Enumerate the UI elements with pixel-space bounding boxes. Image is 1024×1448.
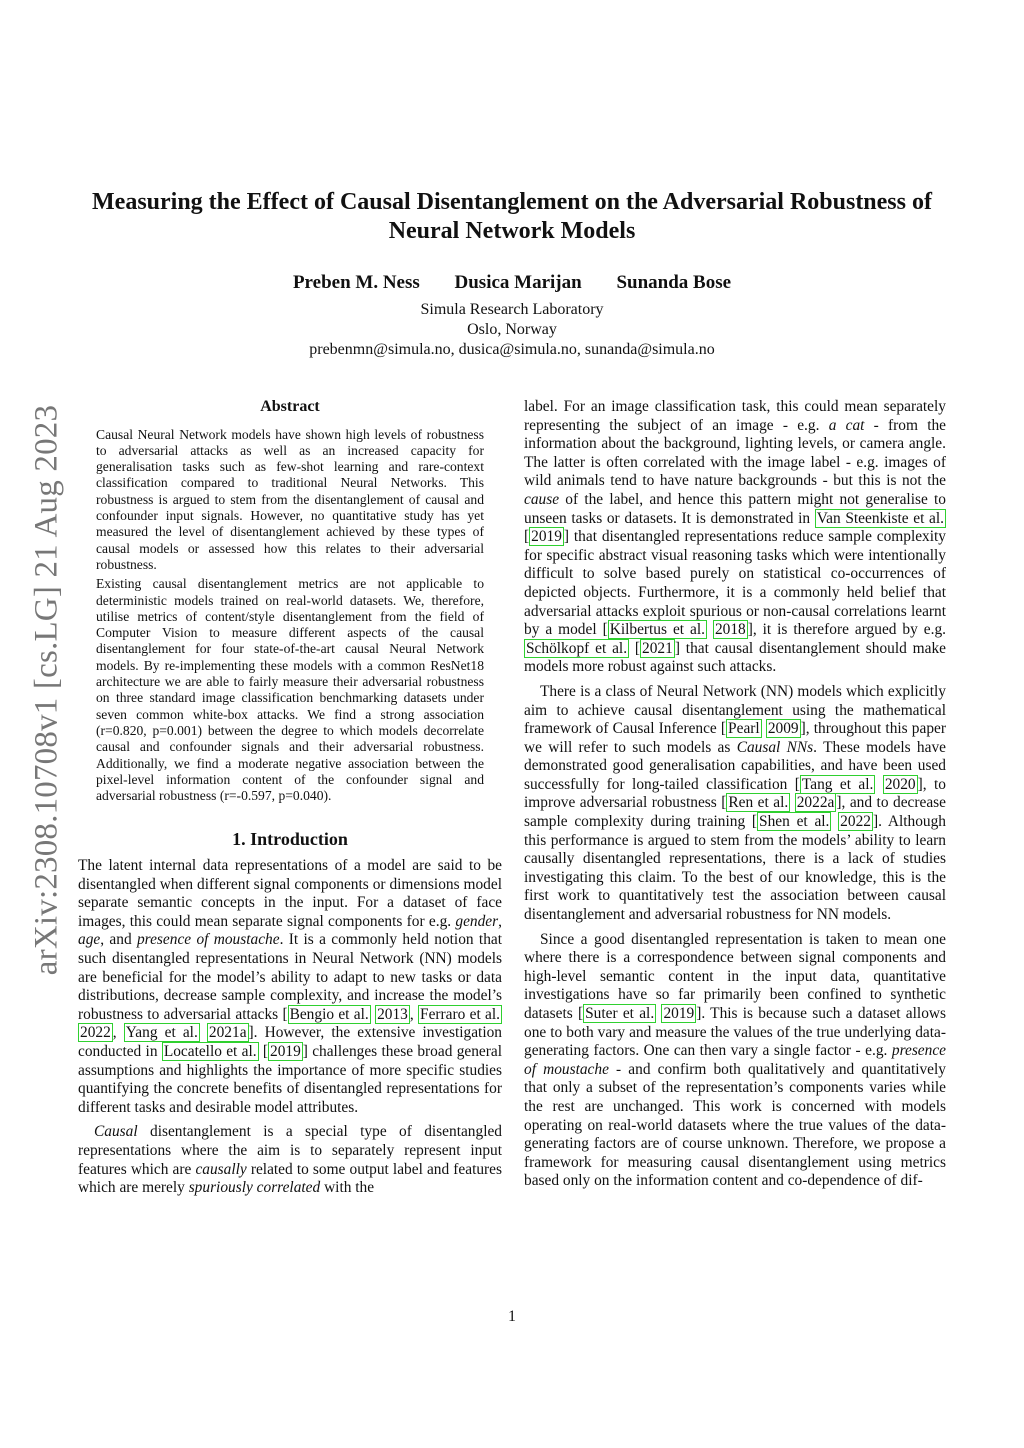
citation-year-link[interactable]: 2022a [796, 794, 835, 812]
section-heading: 1. Introduction [232, 829, 348, 850]
citation-link[interactable]: Suter et al. [585, 1005, 655, 1022]
abstract-paragraph: Causal Neural Network models have shown high levels of robustness to adversarial attacks as well as an increased capacity for generalisation tasks such as few-shot learning and rare-context classification compared to traditional Neural Networks. This robustness is argued to stem from the disentanglement of causal and confounder input signals. However, no quantitative study has yet measured the level of disentanglement achieved by these types of causal models or assessed how this relates to their adversarial robustness. [96, 426, 484, 572]
arxiv-identifier-text: arXiv:2308.10708v1 [cs.LG] 21 Aug 2023 [28, 404, 65, 976]
left-column [78, 398, 502, 1204]
paper-title: Measuring the Effect of Causal Disentanglement on the Adversarial Robustness of Neural Network Models [92, 189, 932, 244]
abstract-body [96, 427, 484, 805]
intro-paragraph: The latent internal data representations of a model are said to be disentangled when different signal components or dimensions model separate semantic concepts in the input. For a dataset of face images, this could mean separate signal components for e.g. gender, age, and presence of moustache. It is a commonly held notion that such disentangled representations in Neural Network (NN) models are beneficial for the model’s ability to adapt to new tasks or data distributions, decrease sample complexity, and increase the model’s robustness to adversarial attacks [ Bengio et al. 2013 , Ferraro et al. 2022 , Yang et al. 2021a ]. However, the extensive investigation conducted in Locatello et al. [ 2019 ] challenges these broad general assumptions and highlights the importance of more specific studies quantifying the concrete benefits of disentangled representations for different tasks and desirable model attributes. [78, 857, 502, 1116]
body-paragraph: label. For an image classification task, this could mean separately representing the subject of an image - e.g. a cat - from the information about the background, lighting levels, or camera angle. The latter is often correlated with the image label - e.g. images of wild animals tend to have nature backgrounds - but this is not the cause of the label, and hence this pattern might not generalise to unseen tasks or datasets. It is demonstrated in Van Steenkiste et al. [ 2019 ] that disentangled representations reduce sample complexity for specific abstract visual reasoning tasks which were intentionally difficult to solve based purely on statistical co-occurrences of depicted objects. Furthermore, it is a commonly held belief that adversarial attacks exploit spurious or non-causal correlations learnt by a model [ Kilbertus et al. 2018 ], it is therefore argued by e.g. Schölkopf et al. [ 2021 ] that causal disentanglement should make models more robust against such attacks. [524, 398, 947, 676]
citation-year-link[interactable]: 2022 [840, 813, 871, 831]
citation-link[interactable]: Van Steenkiste et al. [816, 509, 944, 527]
intro-paragraph: Causal disentanglement is a special type of disentangled representations where the aim is to separately represent input features which are causally related to some output label and features which are merely spuriously correlated with the [78, 1123, 502, 1197]
citation-link[interactable]: Locatello et al. [163, 1042, 257, 1060]
citation-year-link[interactable]: 2020 [884, 775, 916, 793]
citation-year-link[interactable]: 2013 [377, 1005, 408, 1023]
author-name: Dusica Marijan [454, 272, 582, 293]
citation-year-link[interactable]: 2019 [531, 528, 562, 546]
citation-link[interactable]: Pearl [728, 720, 760, 738]
citation-year-link[interactable]: 2009 [767, 720, 799, 738]
citation-link[interactable]: Schölkopf et al. [526, 639, 628, 657]
author-list [60, 272, 964, 294]
affiliation [60, 300, 964, 360]
citation-year-link[interactable]: 2021 [642, 639, 673, 657]
paper-header [60, 188, 964, 360]
abstract-heading: Abstract [260, 398, 320, 415]
citation-year-link[interactable]: 2019 [663, 1005, 695, 1022]
citation-link[interactable]: Ferraro et al. [420, 1005, 500, 1023]
citation-link[interactable]: Shen et al. [759, 813, 830, 831]
citation-link[interactable]: Kilbertus et al. [609, 621, 705, 639]
citation-link[interactable]: Tang et al. [801, 775, 874, 793]
body-paragraph: There is a class of Neural Network (NN) models which explicitly aim to achieve causal disentanglement using the mathematical framework of Causal Inference [ Pearl 2009 ], throughout this paper we will refer to such models as Causal NNs. These models have demonstrated good generalisation capabilities, and have been used successfully for long-tailed classification [ Tang et al. 2020 ], to improve adversarial robustness [ Ren et al. 2022a ], and to decrease sample complexity during training [ Shen et al. 2022 ]. Although this performance is argued to stem from the models’ ability to learn causally disentangled representations, there is a lack of studies investigating this claim. To the best of our knowledge, this is the first work to quantitatively test the association between causal disentanglement and adversarial robustness for NN models. [524, 682, 946, 924]
citation-link[interactable]: Yang et al. [125, 1024, 198, 1042]
affiliation-location: Oslo, Norway [467, 321, 557, 338]
abstract-paragraph: Existing causal disentanglement metrics are not applicable to deterministic models trained on real-world datasets. We, therefore, utilise metrics of content/style disentanglement from the field of Computer Vision to measure different aspects of the causal disentanglement for four state-of-the-art causal Neural Network models. By re-implementing these models with a common ResNet18 architecture we are able to fairly measure their adversarial robustness on three standard image classification benchmarking datasets under seven common white-box attacks. We find a strong association (r=0.820, p=0.001) between the degree to which models decorrelate causal and confounder signals and their adversarial robustness. Additionally, we find a moderate negative association between the pixel-level information content of the confounder signal and adversarial robustness (r=-0.597, p=0.040). [96, 576, 484, 804]
body-paragraph: Since a good disentangled representation is taken to mean one where there is a correspondence between signal components and high-level semantic content in the input data, quantitative investigations have so far primarily been confined to synthetic datasets [ Suter et al. 2019 ]. This is because such a dataset allows one to both vary and measure the values of the true underlying data-generating factors. One can then vary a single factor - e.g. presence of moustache - and confirm both qualitatively and quantitatively that only a subset of the representation’s components varies while the rest are unchanged. This work is concerned with models operating on real-world datasets where the true values of the data-generating factors are of course unknown. Therefore, we propose a framework for measuring causal disentanglement using metrics based only on the information content and co-dependence of dif- [524, 930, 946, 1190]
author-name: Preben M. Ness [292, 272, 420, 293]
citation-link[interactable]: Ren et al. [728, 794, 789, 812]
page-number: 1 [508, 1308, 516, 1325]
affiliation-emails: prebenmn@simula.no, dusica@simula.no, sunanda@simula.no [309, 341, 715, 358]
affiliation-org: Simula Research Laboratory [420, 301, 604, 318]
right-column [524, 398, 946, 1197]
citation-year-link[interactable]: 2022 [80, 1024, 111, 1042]
citation-link[interactable]: Bengio et al. [289, 1005, 369, 1023]
citation-year-link[interactable]: 2021a [208, 1024, 247, 1042]
citation-year-link[interactable]: 2018 [714, 621, 746, 639]
author-name: Sunanda Bose [616, 272, 732, 293]
citation-year-link[interactable]: 2019 [270, 1042, 301, 1060]
